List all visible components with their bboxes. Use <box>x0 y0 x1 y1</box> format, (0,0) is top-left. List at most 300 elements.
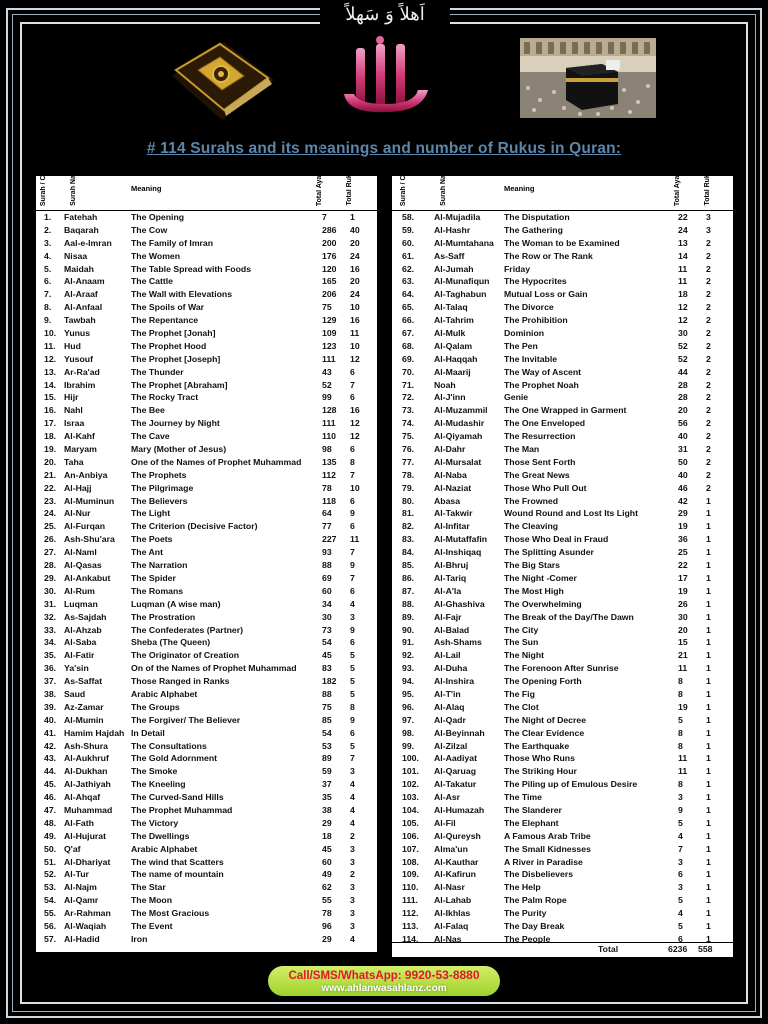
surah-meaning: Those Ranged in Ranks <box>131 676 230 687</box>
surah-meaning: The People <box>504 933 551 944</box>
table-row <box>392 636 733 649</box>
table-row <box>392 495 733 508</box>
ayat-count: 5 <box>678 920 683 931</box>
ruku-count: 1 <box>706 701 711 712</box>
surah-meaning: On of the Names of Prophet Muhammad <box>131 663 297 674</box>
ayat-count: 22 <box>678 560 688 571</box>
ruku-count: 1 <box>706 521 711 532</box>
ayat-count: 38 <box>322 804 332 815</box>
header-surah-name: Surah Name <box>70 165 77 206</box>
surah-number: 57. <box>44 933 57 944</box>
surah-number: 84. <box>402 547 415 558</box>
table-row <box>392 624 733 637</box>
ayat-count: 4 <box>678 908 683 919</box>
surah-name: Ash-Shu'ara <box>64 534 115 545</box>
table-row <box>392 740 733 753</box>
ruku-count: 5 <box>350 650 355 661</box>
table-row <box>392 469 733 482</box>
page-title: # 114 Surahs and its meanings and number of Rukus in Quran: <box>146 140 622 157</box>
surah-name: Al-Mudashir <box>434 418 485 429</box>
surah-name: Al-Waqiah <box>64 920 107 931</box>
total-label: Total <box>598 944 619 954</box>
table-row <box>392 391 733 404</box>
table-row <box>36 391 377 404</box>
ayat-count: 96 <box>322 920 332 931</box>
surah-meaning: The Rocky Tract <box>131 392 199 403</box>
ruku-count: 1 <box>706 650 711 661</box>
surah-meaning: The Pilgrimage <box>131 482 194 493</box>
ayat-count: 21 <box>678 650 688 661</box>
ayat-count: 30 <box>678 328 688 339</box>
surah-name: Al-Ahzab <box>64 624 102 635</box>
ruku-count: 11 <box>350 534 360 545</box>
surah-number: 45. <box>44 779 57 790</box>
table-row <box>36 804 377 817</box>
table-row <box>36 443 377 456</box>
ayat-count: 19 <box>678 701 688 712</box>
surah-number: 64. <box>402 289 415 300</box>
ruku-count: 4 <box>350 792 355 803</box>
surah-meaning: The Narration <box>131 560 188 571</box>
ruku-count: 5 <box>350 676 355 687</box>
ayat-count: 29 <box>322 933 332 944</box>
surah-number: 39. <box>44 701 57 712</box>
surah-name: Al-Nasr <box>434 882 465 893</box>
ruku-count: 1 <box>706 534 711 545</box>
table-row <box>36 469 377 482</box>
ruku-count: 2 <box>706 379 711 390</box>
surah-number: 36. <box>44 663 57 674</box>
table-row <box>392 585 733 598</box>
surah-meaning: The Smoke <box>131 766 178 777</box>
surah-name: Al-Duha <box>434 663 468 674</box>
surah-name: Al-Balad <box>434 624 470 635</box>
ruku-count: 7 <box>350 547 355 558</box>
surah-name: Al-Naml <box>64 547 97 558</box>
ayat-count: 26 <box>678 598 688 609</box>
surah-number: 103. <box>402 792 419 803</box>
surah-name: Al-Zilzal <box>434 740 468 751</box>
surah-meaning: The Big Stars <box>504 560 560 571</box>
table-row <box>36 894 377 907</box>
table-row <box>36 533 377 546</box>
ruku-count: 9 <box>350 714 355 725</box>
surah-name: Luqman <box>64 598 98 609</box>
surah-number: 46. <box>44 792 57 803</box>
surah-name: Al-Fatir <box>64 650 95 661</box>
ruku-count: 2 <box>706 315 711 326</box>
table-row <box>36 636 377 649</box>
surah-meaning: The Prophet Muhammad <box>131 804 233 815</box>
ayat-count: 98 <box>322 444 332 455</box>
surah-number: 54. <box>44 895 57 906</box>
surah-number: 98. <box>402 727 415 738</box>
surah-meaning: Sheba (The Queen) <box>131 637 211 648</box>
surah-name: Al-Mursalat <box>434 456 482 467</box>
surah-meaning: The name of mountain <box>131 869 224 880</box>
table-row <box>392 765 733 778</box>
header-total-ayat: Total Ayaha Verses <box>674 142 681 206</box>
table-row <box>392 778 733 791</box>
ayat-count: 78 <box>322 482 332 493</box>
table-row <box>392 533 733 546</box>
ayat-count: 120 <box>322 263 337 274</box>
table-row <box>36 920 377 933</box>
ruku-count: 4 <box>350 804 355 815</box>
surah-name: Al-Ankabut <box>64 572 111 583</box>
ruku-count: 12 <box>350 418 360 429</box>
table-header <box>36 142 377 211</box>
ayat-count: 111 <box>322 353 336 364</box>
surah-meaning: The City <box>504 624 539 635</box>
ayat-count: 77 <box>322 521 332 532</box>
surah-name: Ash-Shura <box>64 740 108 751</box>
surah-number: 19. <box>44 444 57 455</box>
table-row <box>392 752 733 765</box>
surah-number: 67. <box>402 328 415 339</box>
ruku-count: 1 <box>706 933 711 944</box>
ayat-count: 52 <box>678 353 688 364</box>
surah-meaning: In Detail <box>131 727 165 738</box>
surah-name: Al-Beyinnah <box>434 727 485 738</box>
surah-number: 32. <box>44 611 57 622</box>
surah-name: Al-Nur <box>64 508 91 519</box>
surah-name: Al-Saba <box>64 637 97 648</box>
surah-number: 88. <box>402 598 415 609</box>
surah-meaning: The Help <box>504 882 541 893</box>
ayat-count: 49 <box>322 869 332 880</box>
ayat-count: 18 <box>678 289 688 300</box>
table-row <box>36 752 377 765</box>
surah-number: 26. <box>44 534 57 545</box>
total-ayat: 6236 <box>668 944 688 954</box>
surah-name: Al-J'inn <box>434 392 466 403</box>
table-row <box>36 843 377 856</box>
surah-number: 53. <box>44 882 57 893</box>
table-row <box>392 250 733 263</box>
ayat-count: 52 <box>678 340 688 351</box>
table-row <box>36 520 377 533</box>
ruku-count: 6 <box>350 444 355 455</box>
ruku-count: 1 <box>706 920 711 931</box>
surah-meaning: The Clot <box>504 701 539 712</box>
table-row <box>392 263 733 276</box>
ruku-count: 1 <box>706 663 711 674</box>
table-row <box>36 778 377 791</box>
ayat-count: 8 <box>678 676 683 687</box>
surah-meaning: The Prophet [Joseph] <box>131 353 221 364</box>
table-row <box>36 379 377 392</box>
surah-meaning: Those Who Runs <box>504 753 575 764</box>
table-row <box>392 894 733 907</box>
table-row <box>36 598 377 611</box>
ayat-count: 12 <box>678 315 688 326</box>
ruku-count: 3 <box>706 212 711 222</box>
table-row <box>392 791 733 804</box>
surah-meaning: Arabic Alphabet <box>131 843 198 854</box>
surah-meaning: The Prophets <box>131 469 187 480</box>
ayat-count: 11 <box>678 276 688 287</box>
surah-meaning: The Great News <box>504 469 570 480</box>
surah-number: 110. <box>402 882 419 893</box>
ayat-count: 88 <box>322 688 332 699</box>
ruku-count: 3 <box>350 843 355 854</box>
surah-meaning: The Piling up of Emulous Desire <box>504 779 638 790</box>
table-row <box>392 482 733 495</box>
surah-name: Al-Humazah <box>434 804 485 815</box>
ruku-count: 3 <box>350 856 355 867</box>
surah-number: 78. <box>402 469 415 480</box>
surah-meaning: The Criterion (Decisive Factor) <box>131 521 258 532</box>
surah-meaning: The Divorce <box>504 302 554 313</box>
surah-number: 94. <box>402 676 415 687</box>
table-row <box>36 624 377 637</box>
ayat-count: 3 <box>678 792 683 803</box>
table-row <box>392 701 733 714</box>
surah-meaning: The Disputation <box>504 212 570 222</box>
surah-number: 44. <box>44 766 57 777</box>
ayat-count: 46 <box>678 482 688 493</box>
surah-name: Israa <box>64 418 85 429</box>
ruku-count: 2 <box>706 482 711 493</box>
surah-meaning: The Romans <box>131 585 184 596</box>
surah-number: 38. <box>44 688 57 699</box>
header-surah-name: Surah Name <box>440 165 447 206</box>
ruku-count: 2 <box>706 328 711 339</box>
surah-name: Al-Mulk <box>434 328 466 339</box>
ruku-count: 1 <box>706 869 711 880</box>
surah-meaning: The Prohibition <box>504 315 568 326</box>
ayat-count: 36 <box>678 534 688 545</box>
contact-label: Call/SMS/WhatsApp: <box>288 970 402 982</box>
ruku-count: 2 <box>350 869 355 880</box>
surah-number: 34. <box>44 637 57 648</box>
total-row <box>392 942 733 956</box>
ayat-count: 7 <box>678 843 683 854</box>
table-row <box>392 288 733 301</box>
surah-meaning: The Opening <box>131 212 185 222</box>
ayat-count: 8 <box>678 779 683 790</box>
ayat-count: 34 <box>322 598 332 609</box>
ayat-count: 85 <box>322 714 332 725</box>
surah-name: Al-Tur <box>64 869 89 880</box>
surah-meaning: Friday <box>504 263 531 274</box>
surah-name: Az-Zamar <box>64 701 104 712</box>
ruku-count: 6 <box>350 637 355 648</box>
surah-name: Noah <box>434 379 456 390</box>
surah-name: Al-Kahf <box>64 431 95 442</box>
table-row <box>36 611 377 624</box>
ayat-count: 118 <box>322 495 337 506</box>
ayat-count: 93 <box>322 547 332 558</box>
ayat-count: 29 <box>322 817 332 828</box>
surah-number: 35. <box>44 650 57 661</box>
surah-number: 14. <box>44 379 57 390</box>
surah-number: 55. <box>44 908 57 919</box>
table-row <box>36 933 377 946</box>
header-total-rukus: Total Rukus <box>704 166 711 206</box>
surah-meaning: The Consultations <box>131 740 207 751</box>
surah-number: 79. <box>402 482 415 493</box>
surah-meaning: The Cattle <box>131 276 173 287</box>
surah-meaning: The wind that Scatters <box>131 856 224 867</box>
surah-name: Al-Falaq <box>434 920 469 931</box>
surah-number: 87. <box>402 585 415 596</box>
surah-number: 37. <box>44 676 57 687</box>
surah-number: 50. <box>44 843 57 854</box>
table-row <box>392 843 733 856</box>
ruku-count: 1 <box>706 792 711 803</box>
surah-name: Al-Hashr <box>434 224 471 235</box>
ruku-count: 11 <box>350 328 360 339</box>
surah-meaning: The Man <box>504 444 540 455</box>
surah-name: Ar-Ra'ad <box>64 366 100 377</box>
table-row <box>392 275 733 288</box>
ayat-count: 24 <box>678 224 688 235</box>
ayat-count: 78 <box>322 908 332 919</box>
ayat-count: 111 <box>322 418 336 429</box>
ruku-count: 3 <box>350 895 355 906</box>
table-row <box>392 830 733 843</box>
table-row <box>392 417 733 430</box>
table-row <box>36 495 377 508</box>
surah-meaning: The Row or The Rank <box>504 250 593 261</box>
surah-name: Al-Jathiyah <box>64 779 111 790</box>
surah-name: Al-Talaq <box>434 302 468 313</box>
surah-number: 8. <box>44 302 52 313</box>
table-row <box>392 224 733 237</box>
ayat-count: 59 <box>322 766 332 777</box>
surah-number: 93. <box>402 663 415 674</box>
table-row <box>392 598 733 611</box>
ayat-count: 20 <box>678 624 688 635</box>
header-meaning: Meaning <box>504 184 535 193</box>
surah-name: Al-A'la <box>434 585 462 596</box>
surah-name: Hijr <box>64 392 79 403</box>
surah-table-right <box>392 142 733 957</box>
ayat-count: 62 <box>322 882 332 893</box>
table-row <box>392 353 733 366</box>
surah-number: 111. <box>402 895 418 906</box>
ayat-count: 15 <box>678 637 688 648</box>
ayat-count: 89 <box>322 753 332 764</box>
surah-number: 2. <box>44 224 52 235</box>
ayat-count: 128 <box>322 405 337 416</box>
surah-name: Al-Rum <box>64 585 95 596</box>
phone-number: 9920-53-8880 <box>404 968 480 982</box>
table-row <box>36 275 377 288</box>
surah-name: Aal-e-Imran <box>64 237 112 248</box>
surah-number: 31. <box>44 598 57 609</box>
surah-name: Nahl <box>64 405 83 416</box>
surah-name: Al-Haqqah <box>434 353 478 364</box>
ruku-count: 2 <box>706 237 711 248</box>
ruku-count: 6 <box>350 366 355 377</box>
ayat-count: 56 <box>678 418 688 429</box>
header-total-rukus: Total Rukus <box>346 166 353 206</box>
table-row <box>392 327 733 340</box>
ruku-count: 2 <box>706 469 711 480</box>
ayat-count: 200 <box>322 237 337 248</box>
surah-name: Al-Naba <box>434 469 467 480</box>
surah-meaning: The Hypocrites <box>504 276 567 287</box>
surah-number: 72. <box>402 392 415 403</box>
allah-calligraphy-art <box>338 34 436 118</box>
table-row <box>36 456 377 469</box>
surah-number: 43. <box>44 753 57 764</box>
table-row <box>392 507 733 520</box>
surah-meaning: The Opening Forth <box>504 676 582 687</box>
ayat-count: 8 <box>678 740 683 751</box>
header-surah-number: Surah / Chapter <box>400 153 407 206</box>
surah-name: Al-Najm <box>64 882 97 893</box>
surah-number: 101. <box>402 766 419 777</box>
surah-name: Al-Dahr <box>434 444 466 455</box>
surah-name: Al-Qadr <box>434 714 466 725</box>
surah-meaning: The Way of Ascent <box>504 366 582 377</box>
ayat-count: 11 <box>678 753 688 764</box>
ruku-count: 2 <box>706 366 711 377</box>
ayat-count: 5 <box>678 817 683 828</box>
ayat-count: 29 <box>678 508 688 519</box>
surah-number: 104. <box>402 804 419 815</box>
surah-name: Al-Anfaal <box>64 302 103 313</box>
ruku-count: 2 <box>706 431 711 442</box>
surah-number: 80. <box>402 495 415 506</box>
surah-number: 1. <box>44 212 52 222</box>
ayat-count: 35 <box>322 792 332 803</box>
surah-number: 10. <box>44 328 57 339</box>
surah-meaning: Dominion <box>504 328 545 339</box>
surah-meaning: The Ant <box>131 547 164 558</box>
surah-name: Al-Asr <box>434 792 461 803</box>
table-header <box>392 142 733 211</box>
surah-meaning: Wound Round and Lost Its Light <box>504 508 638 519</box>
ruku-count: 2 <box>706 444 711 455</box>
surah-name: Yusouf <box>64 353 93 364</box>
surah-number: 17. <box>44 418 57 429</box>
surah-number: 33. <box>44 624 57 635</box>
table-row <box>36 507 377 520</box>
surah-meaning: The Poets <box>131 534 173 545</box>
table-body <box>36 211 377 946</box>
surah-meaning: Luqman (A wise man) <box>131 598 221 609</box>
table-row <box>392 237 733 250</box>
surah-number: 22. <box>44 482 57 493</box>
table-row <box>392 443 733 456</box>
table-row <box>36 211 377 224</box>
surah-number: 85. <box>402 560 415 571</box>
surah-meaning: Iron <box>131 933 148 944</box>
ruku-count: 7 <box>350 753 355 764</box>
ayat-count: 123 <box>322 340 337 351</box>
total-rukus: 558 <box>698 944 713 954</box>
ruku-count: 1 <box>706 585 711 596</box>
ruku-count: 24 <box>350 250 360 261</box>
ruku-count: 1 <box>706 740 711 751</box>
ayat-count: 54 <box>322 637 332 648</box>
ruku-count: 4 <box>350 933 355 944</box>
surah-meaning: The Night <box>504 650 545 661</box>
surah-name: Al-Maarij <box>434 366 471 377</box>
ruku-count: 1 <box>350 212 355 222</box>
website-link[interactable]: www.ahlanwasahlanz.com <box>321 983 447 994</box>
surah-number: 18. <box>44 431 57 442</box>
table-row <box>36 714 377 727</box>
surah-meaning: The Pen <box>504 340 538 351</box>
surah-number: 107. <box>402 843 419 854</box>
surah-name: Al-Mujadila <box>434 212 481 222</box>
